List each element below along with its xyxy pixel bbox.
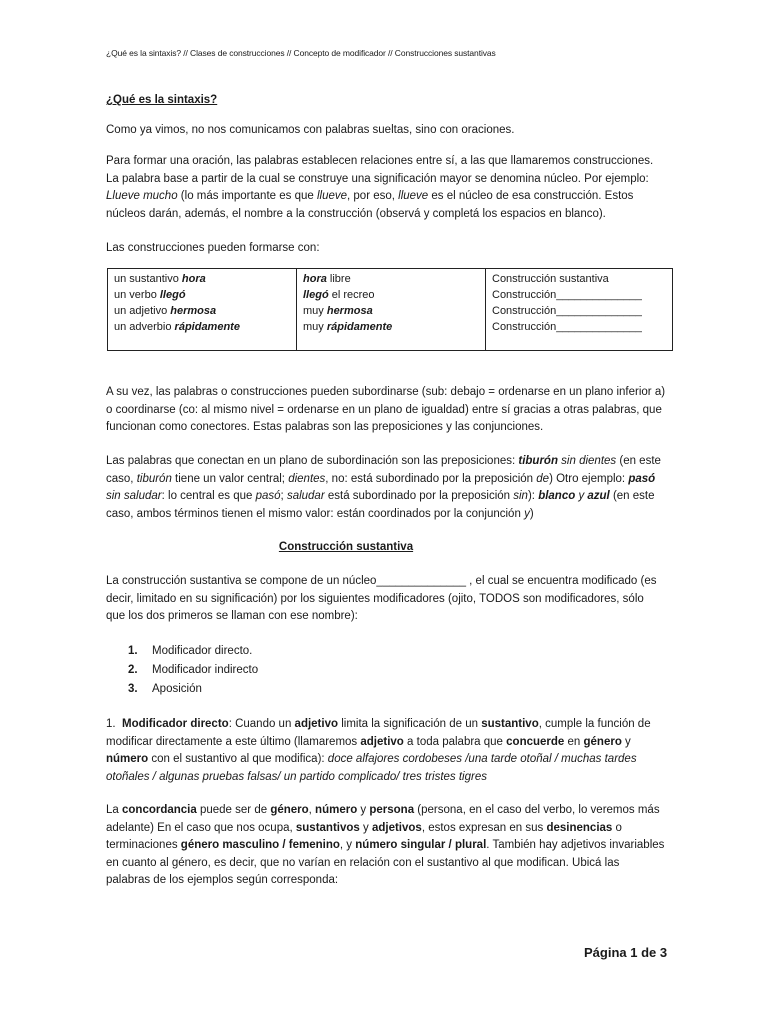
- list-item: [128, 643, 258, 662]
- cell-example: hora: [181, 273, 206, 285]
- text-fragment: , y: [339, 839, 356, 851]
- text-fragment: , cumple la función de modificar directamente a este último (llamaremos: [106, 718, 651, 748]
- example-word: blanco: [538, 490, 576, 502]
- cell-text: un sustantivo: [114, 273, 182, 285]
- text-fragment: , por eso,: [347, 190, 399, 202]
- cell-text: muy: [303, 305, 327, 317]
- example-word: sin dientes: [557, 455, 617, 467]
- text-fragment: y: [359, 821, 372, 834]
- text-fragment: , el cual se encuentra modificado (es decir, limitado en su significación) por los siguientes modificadores (ojito, TODOS son modificadores, sólo que los dos primeros se llaman con ese nombre):: [106, 575, 657, 622]
- table-cell: [303, 271, 479, 287]
- example-word: y: [575, 490, 588, 502]
- paragraph-construcciones-text: Para formar una oración, las palabras establecen relaciones entre sí, a las que llamaremos construcciones. La palabra base a partir de la cual se construye una significación mayor se denomina núcleo. Por ejemplo:: [106, 155, 654, 185]
- text-fragment: (persona, en el caso del verbo, lo veremos más adelante) En el caso que nos ocupa,: [106, 804, 660, 834]
- cell-example: rápidamente: [326, 321, 393, 333]
- paragraph-concordancia: [106, 802, 666, 890]
- table-cell: [114, 303, 290, 319]
- term-bold: número: [106, 753, 149, 765]
- term-bold: adjetivo: [360, 735, 404, 748]
- cell-text: un verbo: [114, 289, 160, 301]
- list-item: [128, 662, 258, 681]
- text-fragment: (en este caso, ambos términos tienen el mismo valor: están coordinados por la conjunción: [106, 490, 655, 520]
- text-fragment: ;: [280, 490, 287, 502]
- term-bold: número singular / plural: [355, 839, 487, 851]
- cell-example: hermosa: [326, 305, 373, 317]
- section-title-sintaxis: ¿Qué es la sintaxis?: [106, 94, 218, 106]
- term-bold: adjetivos: [371, 821, 422, 834]
- paragraph-modificador-directo: [106, 716, 666, 786]
- example-word: tiburón: [136, 472, 172, 485]
- example-word: tiburón: [518, 455, 558, 467]
- example-word: dientes: [288, 472, 326, 485]
- paragraph-formarse: Las construcciones pueden formarse con:: [106, 242, 320, 254]
- table-col-ejemplos: [297, 269, 486, 351]
- text-fragment: es el núcleo de esa construcción. Estos núcleos darán, además, el nombre a la construcción (observá y completá los espacios en blanco).: [106, 190, 634, 220]
- table-cell: [303, 303, 479, 319]
- term-bold: género masculino / femenino: [180, 839, 340, 851]
- table-cell-fill-blank[interactable]: Construcción______________: [492, 321, 642, 333]
- list-number: 3.: [128, 683, 138, 695]
- paragraph-construcciones: [106, 153, 666, 223]
- example-word: de: [536, 472, 550, 485]
- list-number: 2.: [128, 664, 138, 676]
- text-fragment: : lo central es que: [161, 490, 256, 502]
- cell-text: un adverbio: [114, 321, 175, 333]
- term-bold: género: [270, 804, 309, 816]
- cell-text: muy: [303, 321, 327, 333]
- text-fragment: ):: [527, 490, 539, 502]
- table-cell: [114, 287, 290, 303]
- example-word: sin saludar: [106, 490, 162, 502]
- table-cell-fill-blank[interactable]: Construcción______________: [492, 289, 642, 301]
- page-label: Página: [584, 945, 631, 960]
- text-fragment: : Cuando un: [228, 718, 295, 730]
- example-llueve: llueve: [398, 190, 429, 202]
- text-fragment: y: [621, 735, 631, 748]
- list-label: Modificador indirecto: [152, 664, 259, 676]
- table-cell: [303, 287, 479, 303]
- example-word: sin: [513, 490, 528, 502]
- text-fragment: o terminaciones: [106, 821, 622, 851]
- list-label: Modificador directo.: [152, 645, 253, 657]
- table-cell: [303, 319, 479, 335]
- text-fragment: en: [564, 735, 584, 748]
- page-number: [584, 944, 667, 962]
- table-cell: Construcción sustantiva: [492, 273, 609, 285]
- term-bold: adjetivo: [294, 718, 339, 730]
- example-llueve-mucho: Llueve mucho: [106, 190, 178, 202]
- cell-example: llegó: [159, 289, 186, 301]
- example-word: pasó: [628, 472, 656, 485]
- paragraph-nucleo: [106, 573, 666, 626]
- text-fragment: (en este caso,: [106, 455, 661, 485]
- text-fragment: , estos expresan en sus: [421, 821, 547, 834]
- fill-blank-nucleo[interactable]: ______________: [376, 575, 466, 587]
- text-fragment: . También hay adjetivos invariables en cuanto al género, es decir, que no varían en relación con el sustantivo al que modifican. Ubicá las palabras de los ejemplos según corresponda:: [106, 839, 665, 886]
- page-of: de: [637, 945, 660, 960]
- term-bold: número: [315, 804, 358, 816]
- text-fragment: Las palabras que conectan en un plano de subordinación son las preposiciones:: [106, 455, 519, 467]
- text-fragment: con el sustantivo al que modifica):: [148, 753, 328, 765]
- term-bold: género: [583, 735, 622, 748]
- list-number: 1.: [128, 645, 138, 657]
- table-cell: [114, 271, 290, 287]
- cell-example: llegó: [303, 289, 329, 301]
- construcciones-table: [107, 268, 673, 351]
- term-bold: concuerde: [506, 735, 565, 748]
- example-word: saludar: [286, 490, 325, 502]
- header-breadcrumb: ¿Qué es la sintaxis? // Clases de construcciones // Concepto de modificador // Construcciones sustantivas: [106, 48, 496, 58]
- table-col-construccion: [486, 269, 673, 351]
- cell-example: rápidamente: [174, 321, 240, 333]
- modificadores-list: [128, 643, 258, 700]
- table-cell-fill-blank[interactable]: Construcción______________: [492, 305, 642, 317]
- page-current: 1: [630, 945, 638, 960]
- page-total: 3: [659, 945, 668, 960]
- text-fragment: limita la significación de un: [338, 718, 482, 730]
- text-fragment: ,: [308, 804, 316, 816]
- text-fragment: ): [529, 507, 534, 520]
- paragraph-subordinacion: A su vez, las palabras o construcciones pueden subordinarse (sub: debajo = ordenarse en un plano inferior a) o coordinarse (co: al mismo nivel = ordenarse en un plano de igualdad) entre sí gracias a otras palabras, que funcionan como conectores. Estas palabras son las preposiciones y las conjunciones.: [106, 386, 666, 433]
- paragraph-preposiciones: [106, 453, 666, 523]
- cell-text: libre: [326, 273, 351, 285]
- text-fragment: y: [357, 804, 370, 816]
- text-fragment: (lo más importante es que: [177, 190, 317, 202]
- text-fragment: tiene un valor central;: [171, 472, 289, 485]
- examples-italic: doce alfajores cordobeses /una tarde otoñal / muchas tardes otoñales / algunas pruebas falsas/ un partido complicado/ tres tristes tigres: [106, 753, 637, 783]
- text-fragment: La: [106, 804, 122, 816]
- example-word: azul: [587, 490, 610, 502]
- term-bold: concordancia: [122, 804, 197, 816]
- table-cell: [114, 319, 290, 335]
- term-bold: sustantivos: [295, 821, 360, 834]
- term-bold: desinencias: [546, 821, 613, 834]
- text-fragment: a toda palabra que: [403, 735, 507, 748]
- section-title-construccion-sustantiva: Construcción sustantiva: [278, 541, 414, 553]
- cell-text: el recreo: [328, 289, 375, 301]
- text-fragment: está subordinado por la preposición: [324, 490, 514, 502]
- text-fragment: La construcción sustantiva se compone de un núcleo: [106, 575, 377, 587]
- table-col-palabras: [108, 269, 297, 351]
- term-bold: Modificador directo: [121, 718, 229, 730]
- example-word: y: [524, 507, 530, 520]
- text-fragment: 1.: [106, 718, 116, 730]
- text-fragment: puede ser de: [196, 804, 271, 816]
- term-bold: sustantivo: [481, 718, 539, 730]
- paragraph-intro: Como ya vimos, no nos comunicamos con palabras sueltas, sino con oraciones.: [106, 124, 515, 136]
- text-fragment: , no: está subordinado por la preposición: [325, 472, 537, 485]
- cell-example: hermosa: [170, 305, 217, 317]
- term-bold: persona: [369, 804, 415, 816]
- cell-example: hora: [303, 273, 327, 285]
- text-fragment: ) Otro ejemplo:: [549, 472, 629, 485]
- example-llueve: llueve: [316, 190, 348, 202]
- cell-text: un adjetivo: [114, 305, 171, 317]
- example-word: pasó: [255, 490, 281, 502]
- list-label: Aposición: [152, 683, 202, 695]
- list-item: [128, 681, 258, 700]
